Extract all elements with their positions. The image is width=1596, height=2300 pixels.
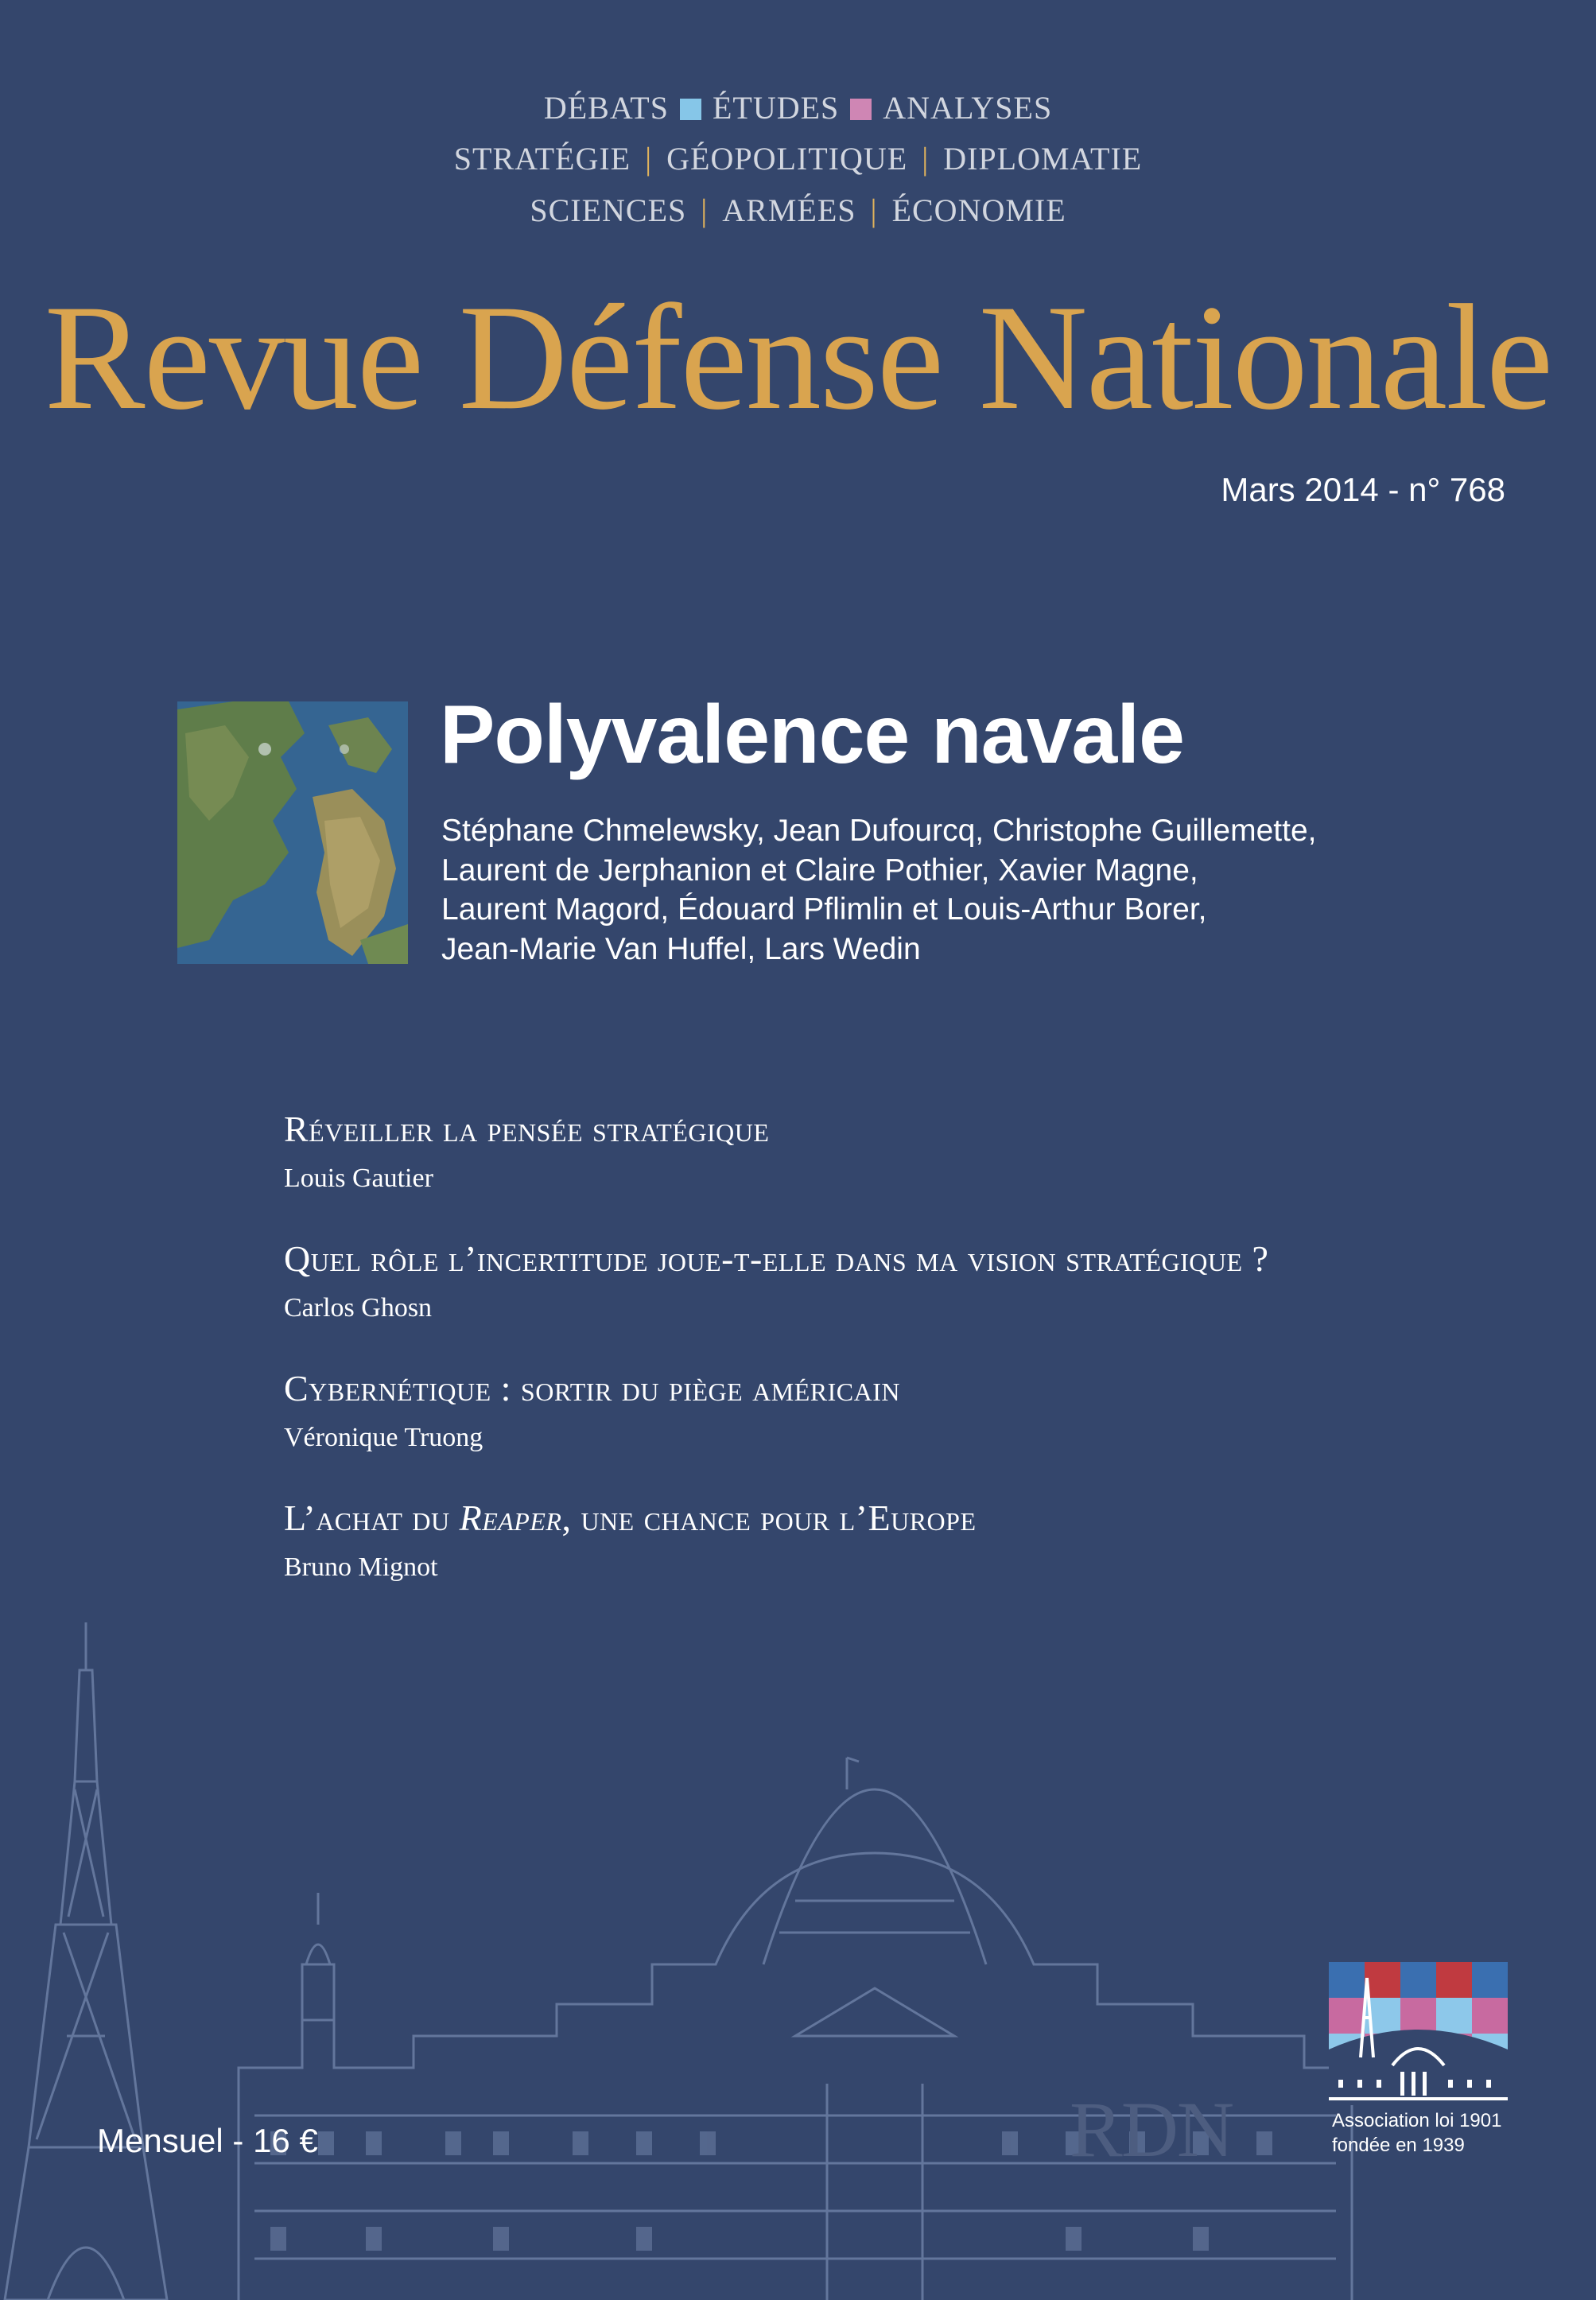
rubric-armees: ARMÉES <box>722 192 856 228</box>
article-title-italic: Reaper <box>459 1498 562 1538</box>
issue-date: Mars 2014 - n° 768 <box>1221 471 1505 508</box>
paris-skyline-illustration <box>0 1591 1596 2300</box>
rubric-separator: | <box>870 192 878 228</box>
article-title-part: , une chance pour l’Europe <box>561 1498 977 1538</box>
article-author: Carlos Ghosn <box>284 1293 433 1323</box>
article-title: Réveiller la pensée stratégique <box>284 1109 770 1149</box>
rubric-separator: | <box>701 192 709 228</box>
association-line: fondée en 1939 <box>1332 2135 1465 2156</box>
article-title-part: L’achat du <box>284 1498 460 1538</box>
rubric-economie: ÉCONOMIE <box>891 192 1066 228</box>
rubric-line-1 <box>0 89 1596 126</box>
rubric-sciences: SCIENCES <box>530 192 687 228</box>
article-title: Cybernétique : sortir du piège américain <box>284 1368 901 1408</box>
association-line: Association loi 1901 <box>1332 2110 1502 2131</box>
rubric-geopolitique: GÉOPOLITIQUE <box>666 141 908 177</box>
rubric-debats: DÉBATS <box>543 90 669 126</box>
magazine-title: Revue Défense Nationale <box>44 274 1552 441</box>
dossier-authors-line: Stéphane Chmelewsky, Jean Dufourcq, Christophe Guillemette, <box>441 814 1317 848</box>
pink-square-icon <box>850 99 872 120</box>
rubric-separator: | <box>922 141 930 177</box>
rubric-separator: | <box>645 141 653 177</box>
dossier-authors-line: Jean-Marie Van Huffel, Lars Wedin <box>441 932 921 966</box>
rubric-analyses: ANALYSES <box>883 90 1053 126</box>
dossier-authors-line: Laurent de Jerphanion et Claire Pothier, Xavier Magne, <box>441 853 1198 888</box>
rubric-line-3 <box>0 192 1596 229</box>
rubric-strategie: STRATÉGIE <box>453 141 631 177</box>
price-label: Mensuel - 16 € <box>97 2122 318 2159</box>
dossier-authors-line: Laurent Magord, Édouard Pflimlin et Louis-Arthur Borer, <box>441 892 1207 927</box>
article-title <box>284 1497 977 1539</box>
article-title: Quel rôle l’incertitude joue-t-elle dans ma vision stratégique ? <box>284 1238 1269 1279</box>
rubric-etudes: ÉTUDES <box>712 90 840 126</box>
article-author: Bruno Mignot <box>284 1552 438 1582</box>
rdn-watermark: RDN <box>1070 2085 1233 2174</box>
rubric-line-2 <box>0 140 1596 177</box>
blue-square-icon <box>680 99 701 120</box>
article-author: Véronique Truong <box>284 1423 483 1452</box>
dossier-title: Polyvalence navale <box>440 689 1184 781</box>
association-logo <box>1329 1962 1508 2105</box>
rubric-diplomatie: DIPLOMATIE <box>943 141 1143 177</box>
article-author: Louis Gautier <box>284 1164 433 1193</box>
satellite-map-thumbnail <box>177 701 408 964</box>
